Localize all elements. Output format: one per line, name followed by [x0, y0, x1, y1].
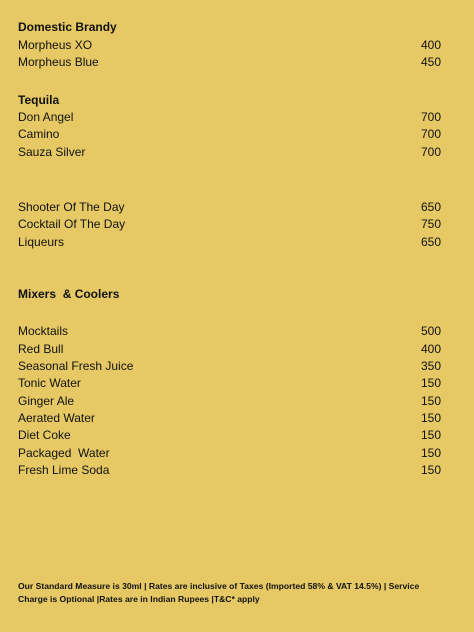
menu-item-price: 150 — [420, 376, 441, 390]
section-heading-tequila: Tequila — [18, 93, 60, 107]
menu-item-name: Sauza Silver — [18, 145, 86, 159]
menu-item-price: 400 — [420, 38, 441, 52]
menu-item-price: 700 — [420, 127, 441, 141]
menu-item-name: Seasonal Fresh Juice — [18, 359, 134, 373]
menu-item-name: Cocktail Of The Day — [18, 217, 126, 231]
menu-item-name: Fresh Lime Soda — [18, 463, 110, 477]
menu-item-name: Camino — [18, 127, 60, 141]
menu-item-price: 700 — [420, 110, 441, 124]
menu-item-price: 500 — [420, 324, 441, 338]
menu-item-price: 150 — [420, 394, 441, 408]
menu-item-name: Morpheus XO — [18, 38, 93, 52]
menu-item-name: Don Angel — [18, 110, 74, 124]
section-heading-mixers-coolers: Mixers & Coolers — [18, 287, 120, 301]
menu-item-name: Liqueurs — [18, 235, 65, 249]
menu-item-name: Packaged Water — [18, 446, 110, 460]
menu-item-price: 150 — [420, 463, 441, 477]
menu-item-price: 650 — [420, 200, 441, 214]
menu-item-price: 150 — [420, 446, 441, 460]
menu-item-name: Ginger Ale — [18, 394, 75, 408]
menu-item-name: Diet Coke — [18, 428, 71, 442]
menu-item-name: Aerated Water — [18, 411, 95, 425]
menu-item-price: 400 — [420, 342, 441, 356]
footer-line: Our Standard Measure is 30ml | Rates are inclusive of Taxes (Imported 58% & VAT 14.5%) | Service — [18, 581, 420, 591]
menu-item-name: Morpheus Blue — [18, 55, 99, 69]
menu-item-price: 150 — [420, 411, 441, 425]
menu-item-price: 150 — [420, 428, 441, 442]
section-heading-domestic-brandy: Domestic Brandy — [18, 20, 117, 34]
menu-item-name: Tonic Water — [18, 376, 81, 390]
menu-item-price: 650 — [420, 235, 441, 249]
menu-item-name: Red Bull — [18, 342, 64, 356]
menu-item-price: 750 — [420, 217, 441, 231]
menu-item-name: Mocktails — [18, 324, 69, 338]
footer-line: Charge is Optional |Rates are in Indian Rupees |T&C* apply — [18, 594, 260, 604]
footer-note — [18, 580, 458, 606]
menu-item-price: 450 — [420, 55, 441, 69]
menu-item-name: Shooter Of The Day — [18, 200, 125, 214]
menu-item-price: 700 — [420, 145, 441, 159]
menu-item-price: 350 — [420, 359, 441, 373]
